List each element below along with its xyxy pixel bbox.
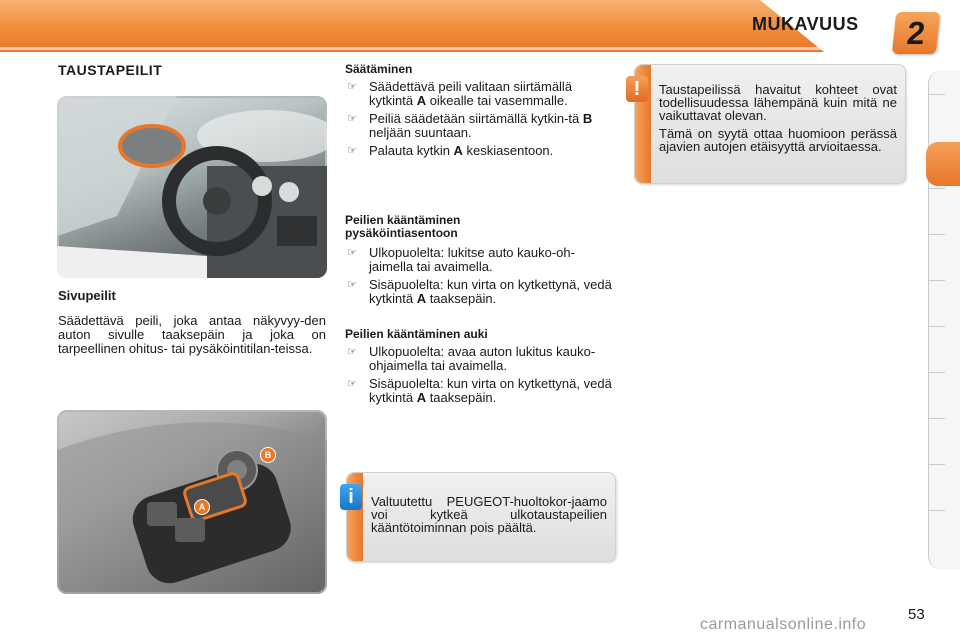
photo-label-b: B bbox=[261, 448, 275, 462]
tab-tick bbox=[929, 280, 945, 281]
tab-tick bbox=[929, 94, 945, 95]
list-item: ☞ Sisäpuolelta: kun virta on kytkettynä, vedä kytkintä A taaksepäin. bbox=[347, 277, 612, 306]
page-number: 53 bbox=[908, 606, 925, 623]
tab-tick bbox=[929, 418, 945, 419]
pointing-hand-icon: ☞ bbox=[347, 346, 357, 358]
side-mirrors-heading: Sivupeilit bbox=[58, 288, 116, 303]
warning-icon: ! bbox=[626, 76, 648, 102]
mirror-switch-illustration bbox=[57, 410, 327, 594]
pointing-hand-icon: ☞ bbox=[347, 378, 357, 390]
adjustment-heading: Säätäminen bbox=[345, 62, 413, 76]
tab-tick bbox=[929, 188, 945, 189]
header-line bbox=[0, 47, 880, 50]
side-mirrors-text: Säädettävä peili, joka antaa näkyvyy-den auton sivulle taaksepäin ja joka on tarpeellinen ohitus- tai pysäköintitilan-teissa. bbox=[58, 313, 326, 356]
adjustment-list bbox=[345, 80, 615, 162]
folding-heading: Peilien kääntäminen pysäköintiasentoon bbox=[345, 213, 461, 240]
folding-list bbox=[345, 246, 615, 310]
pointing-hand-icon: ☞ bbox=[347, 113, 357, 125]
mirror-control-photo bbox=[57, 410, 327, 594]
list-item: ☞ Palauta kytkin A keskiasentoon. bbox=[347, 143, 554, 158]
warning-note bbox=[634, 64, 906, 184]
info-icon: i bbox=[340, 484, 362, 510]
tab-tick bbox=[929, 510, 945, 511]
tab-tick bbox=[929, 372, 945, 373]
tab-active-chapter[interactable] bbox=[926, 142, 960, 186]
pointing-hand-icon: ☞ bbox=[347, 145, 357, 157]
unfolding-list bbox=[345, 345, 615, 409]
warning-text-1: Taustapeilissä havaitut kohteet ovat todellisuudessa lähempänä kuin mitä ne vaikuttavat olevan. bbox=[659, 82, 897, 123]
dashboard-illustration bbox=[57, 96, 327, 278]
page-title: TAUSTAPEILIT bbox=[58, 62, 163, 78]
chapter-number: 2 bbox=[892, 12, 940, 54]
pointing-hand-icon: ☞ bbox=[347, 247, 357, 259]
info-note bbox=[346, 472, 616, 562]
warning-text-2: Tämä on syytä ottaa huomioon perässä ajavien autojen etäisyyttä arvioitaessa. bbox=[659, 126, 897, 154]
interior-mirror-photo bbox=[57, 96, 327, 278]
pointing-hand-icon: ☞ bbox=[347, 81, 357, 93]
info-text: Valtuutettu PEUGEOT-huoltokor-jaamo voi kytkeä ulkotaustapeilien kääntötoiminnan pois päältä. bbox=[371, 494, 607, 535]
list-item: ☞ Peiliä säädetään siirtämällä kytkin-tä B neljään suuntaan. bbox=[347, 111, 593, 140]
tab-tick bbox=[929, 234, 945, 235]
list-item: ☞ Sisäpuolelta: kun virta on kytkettynä, vedä kytkintä A taaksepäin. bbox=[347, 376, 612, 405]
list-item: ☞ Säädettävä peili valitaan siirtämällä kytkintä A oikealle tai vasemmalle. bbox=[347, 79, 573, 108]
pointing-hand-icon: ☞ bbox=[347, 279, 357, 291]
unfolding-heading: Peilien kääntäminen auki bbox=[345, 327, 488, 341]
list-item: ☞ Ulkopuolelta: avaa auton lukitus kauko-ohjaimella tai avaimella. bbox=[347, 344, 596, 373]
section-title: MUKAVUUS bbox=[752, 14, 859, 34]
watermark: carmanualsonline.info bbox=[700, 616, 867, 633]
tab-tick bbox=[929, 464, 945, 465]
tab-tick bbox=[929, 326, 945, 327]
list-item: ☞ Ulkopuolelta: lukitse auto kauko-oh-jaimella tai avaimella. bbox=[347, 245, 575, 274]
photo-label-a: A bbox=[195, 500, 209, 514]
